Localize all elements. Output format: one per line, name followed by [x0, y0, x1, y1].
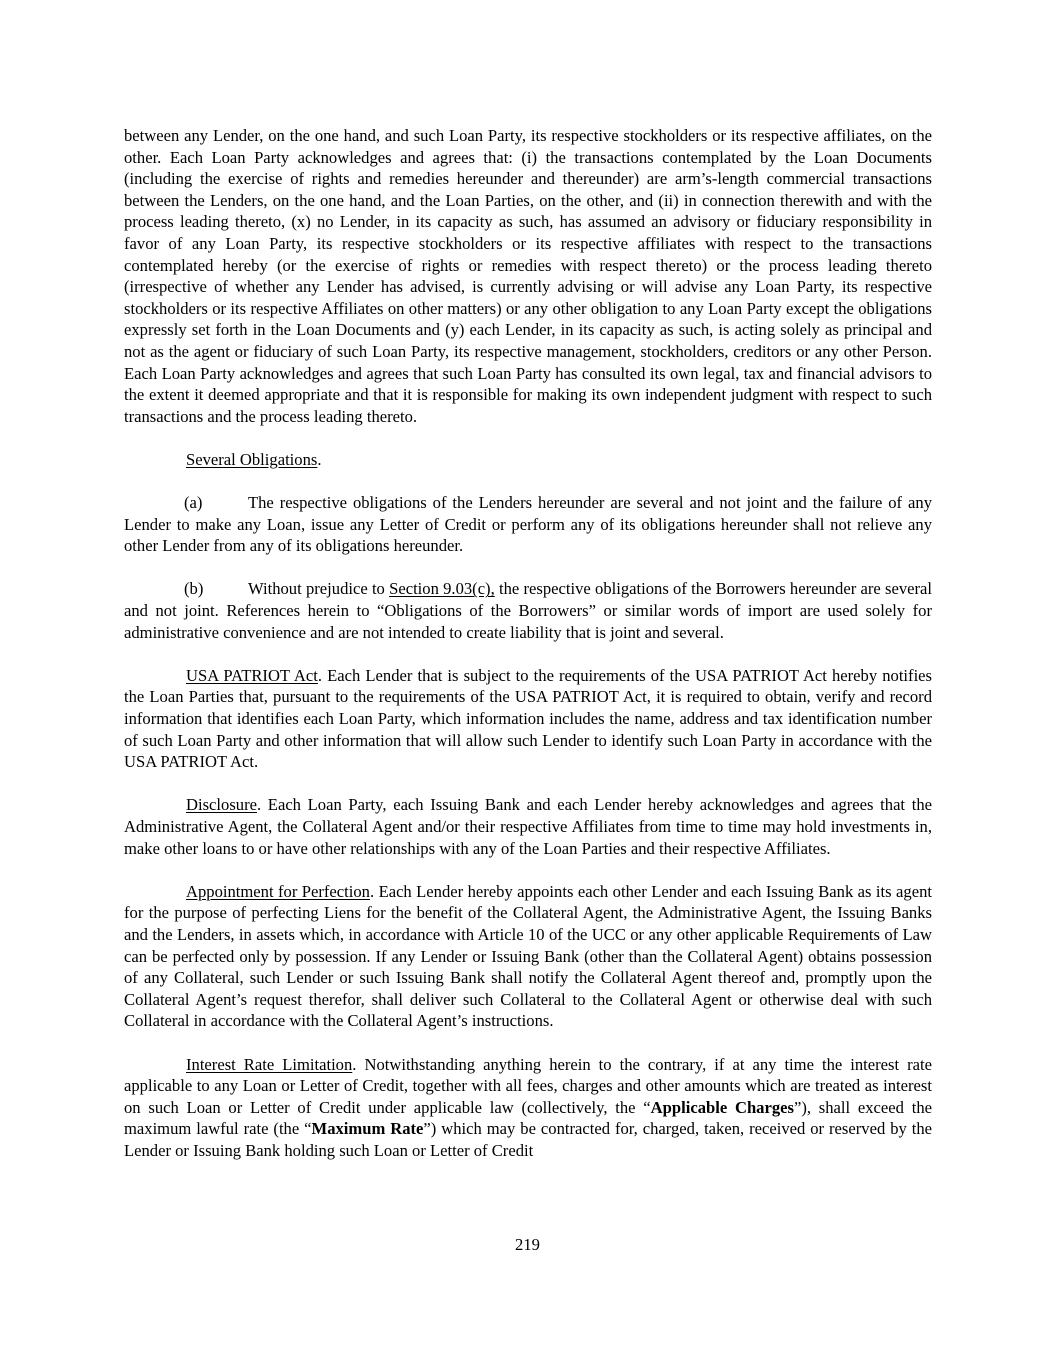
section-reference: Section 9.03(c),	[389, 579, 495, 599]
disclosure-paragraph: Disclosure. Each Loan Party, each Issuing Bank and each Lender hereby acknowledges and agrees that the Administrative Agent, the Collateral Agent and/or their respective Affiliates from time to time may hold investments in, make other loans to or have other relationships with any of the Loan Parties and their respective Affiliates.	[124, 795, 932, 858]
defined-term: Maximum Rate	[311, 1119, 424, 1139]
document-page	[124, 125, 932, 1162]
interest-rate-paragraph: Interest Rate Limitation. Notwithstanding anything herein to the contrary, if at any time the interest rate applicable to any Loan or Letter of Credit, together with all fees, charges and other amounts which are treated as interest on such Loan or Letter of Credit under applicable law (collectively, the “Applicable Charges”), shall exceed the maximum lawful rate (the “Maximum Rate”) which may be contracted for, charged, taken, received or reserved by the Lender or Issuing Bank holding such Loan or Letter of Credit	[124, 1054, 933, 1160]
section-heading: Disclosure	[186, 795, 257, 815]
section-heading: Appointment for Perfection	[186, 881, 370, 901]
perfection-paragraph: Appointment for Perfection. Each Lender hereby appoints each other Lender and each Issuing Bank as its agent for the purpose of perfecting Liens for the benefit of the Collateral Agent, the Administrative Agent, the Issuing Banks and the Lenders, in assets which, in accordance with Article 10 of the UCC or any other applicable Requirements of Law can be perfected only by possession. If any Lender or Issuing Bank (other than the Collateral Agent) obtains possession of any Collateral, such Lender or such Issuing Bank shall notify the Collateral Agent thereof and, promptly upon the Collateral Agent’s request therefor, shall deliver such Collateral to the Collateral Agent or otherwise deal with such Collateral in accordance with the Collateral Agent’s instructions.	[124, 881, 932, 1031]
section-heading: Interest Rate Limitation	[186, 1054, 353, 1074]
clause-b: (b) Without prejudice to Section 9.03(c), the respective obligations of the Borrowers hereunder are several and not joint. References herein to “Obligations of the Borrowers” or similar words of import are used solely for administrative convenience and are not intended to create liability that is joint and several.	[124, 579, 932, 642]
clause-marker: (a)	[184, 493, 203, 513]
section-heading: USA PATRIOT Act	[186, 665, 318, 685]
continued-paragraph: between any Lender, on the one hand, and such Loan Party, its respective stockholders or its respective affiliates, on the other. Each Loan Party acknowledges and agrees that: (i) the transactions contemplated by the Loan Documents (including the exercise of rights and remedies hereunder and thereunder) are arm’s-length commercial transactions between the Lenders, on the one hand, and the Loan Parties, on the other, and (ii) in connection therewith and with the process leading thereto, (x) no Lender, in its capacity as such, has assumed an advisory or fiduciary responsibility in favor of any Loan Party, its respective stockholders or its respective affiliates with respect to the transactions contemplated hereby (or the exercise of rights or remedies with respect thereto) or the process leading thereto (irrespective of whether any Lender has advised, is currently advising or will advise any Loan Party, its respective stockholders or its respective Affiliates on other matters) or any other obligation to any Loan Party except the obligations expressly set forth in the Loan Documents and (y) each Lender, in its capacity as such, is acting solely as principal and not as the agent or fiduciary of such Loan Party, its respective management, stockholders, creditors or any other Person. Each Loan Party acknowledges and agrees that such Loan Party has consulted its own legal, tax and financial advisors to the extent it deemed appropriate and that it is responsible for making its own independent judgment with respect to such transactions and the process leading thereto.	[124, 126, 932, 426]
section-heading: Several Obligations	[186, 449, 318, 469]
patriot-act-paragraph: USA PATRIOT Act. Each Lender that is subject to the requirements of the USA PATRIOT Act hereby notifies the Loan Parties that, pursuant to the requirements of the USA PATRIOT Act, it is required to obtain, verify and record information that identifies each Loan Party, which information includes the name, address and tax identification number of such Loan Party and other information that will allow such Lender to identify such Loan Party in accordance with the USA PATRIOT Act.	[124, 665, 932, 772]
clause-marker: (b)	[184, 579, 204, 599]
clause-text: The respective obligations of the Lenders hereunder are several and not joint and the failure of any Lender to make any Loan, issue any Letter of Credit or perform any of its obligations hereunder shall not relieve any other Lender from any of its obligations hereunder.	[124, 493, 932, 556]
several-obligations-heading: Several Obligations.	[186, 449, 322, 469]
defined-term: Applicable Charges	[650, 1097, 794, 1117]
page-number: 219	[515, 1235, 540, 1254]
clause-a	[124, 492, 932, 557]
